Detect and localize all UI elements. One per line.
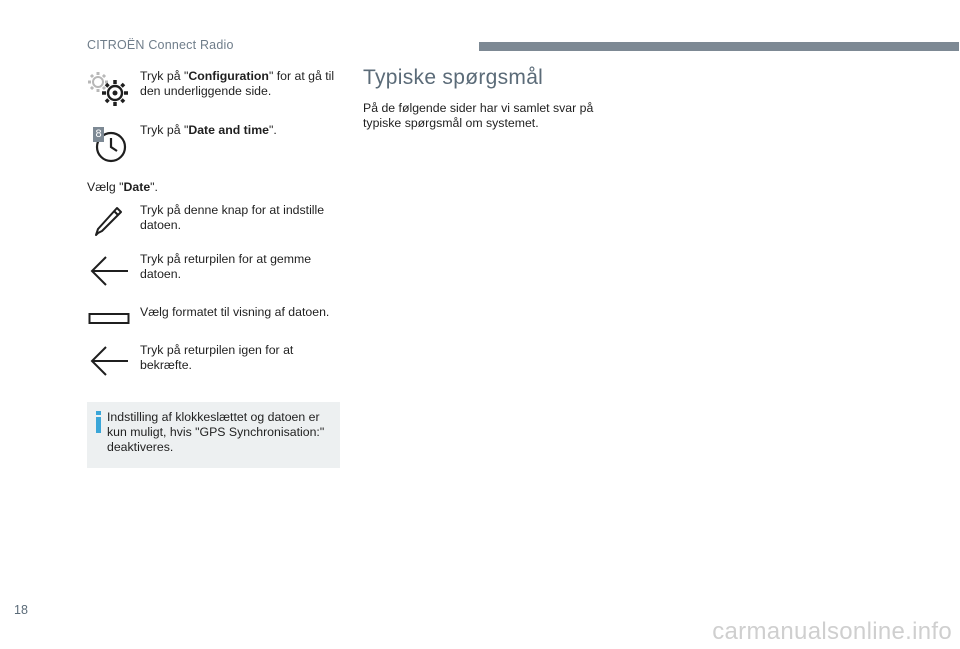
select-date-instruction: [87, 180, 158, 195]
instruction-text: ".: [150, 180, 158, 194]
watermark: carmanualsonline.info: [712, 618, 952, 645]
back-arrow-icon: [88, 255, 130, 289]
step-text: ".: [268, 123, 277, 137]
info-note-box: [87, 402, 340, 468]
step-text: " for at gå til den underliggende side.: [140, 69, 335, 98]
substep-save-date: Tryk på returpilen for at gemme datoen.: [140, 252, 312, 281]
step-keyword: Date and time: [188, 123, 269, 137]
section-body: På de følgende sider har vi samlet svar på typiske spørgsmål om systemet.: [363, 101, 594, 130]
substep-select-format: Vælg formatet til visning af datoen.: [140, 305, 330, 319]
page-number: 18: [14, 603, 28, 617]
step-configuration: [140, 69, 340, 99]
step-text: Tryk på ": [140, 123, 189, 137]
clock-badge-number: 8: [95, 128, 102, 140]
info-icon: [95, 411, 103, 438]
step-text: Tryk på ": [140, 69, 189, 83]
step-keyword: Configuration: [188, 69, 269, 83]
info-note-text: Indstilling af klokkeslættet og datoen er kun muligt, hvis "GPS Synchronisation:" deaktiveres.: [107, 410, 325, 454]
instruction-text: Vælg ": [87, 180, 124, 194]
settings-gears-icon: [86, 70, 130, 108]
substep-confirm: Tryk på returpilen igen for at bekræfte.: [140, 343, 294, 372]
clock-icon: [86, 125, 130, 165]
step-date-and-time: [140, 123, 340, 138]
substep-edit-date: Tryk på denne knap for at indstille datoen.: [140, 203, 325, 232]
section-title: Typiske spørgsmål: [363, 66, 544, 89]
format-bar-icon: [88, 311, 130, 327]
instruction-keyword: Date: [123, 180, 151, 194]
document-header-title: CITROËN Connect Radio: [87, 38, 234, 52]
back-arrow-icon: [88, 345, 130, 379]
header-bar: [479, 42, 959, 51]
pencil-icon: [92, 203, 126, 237]
